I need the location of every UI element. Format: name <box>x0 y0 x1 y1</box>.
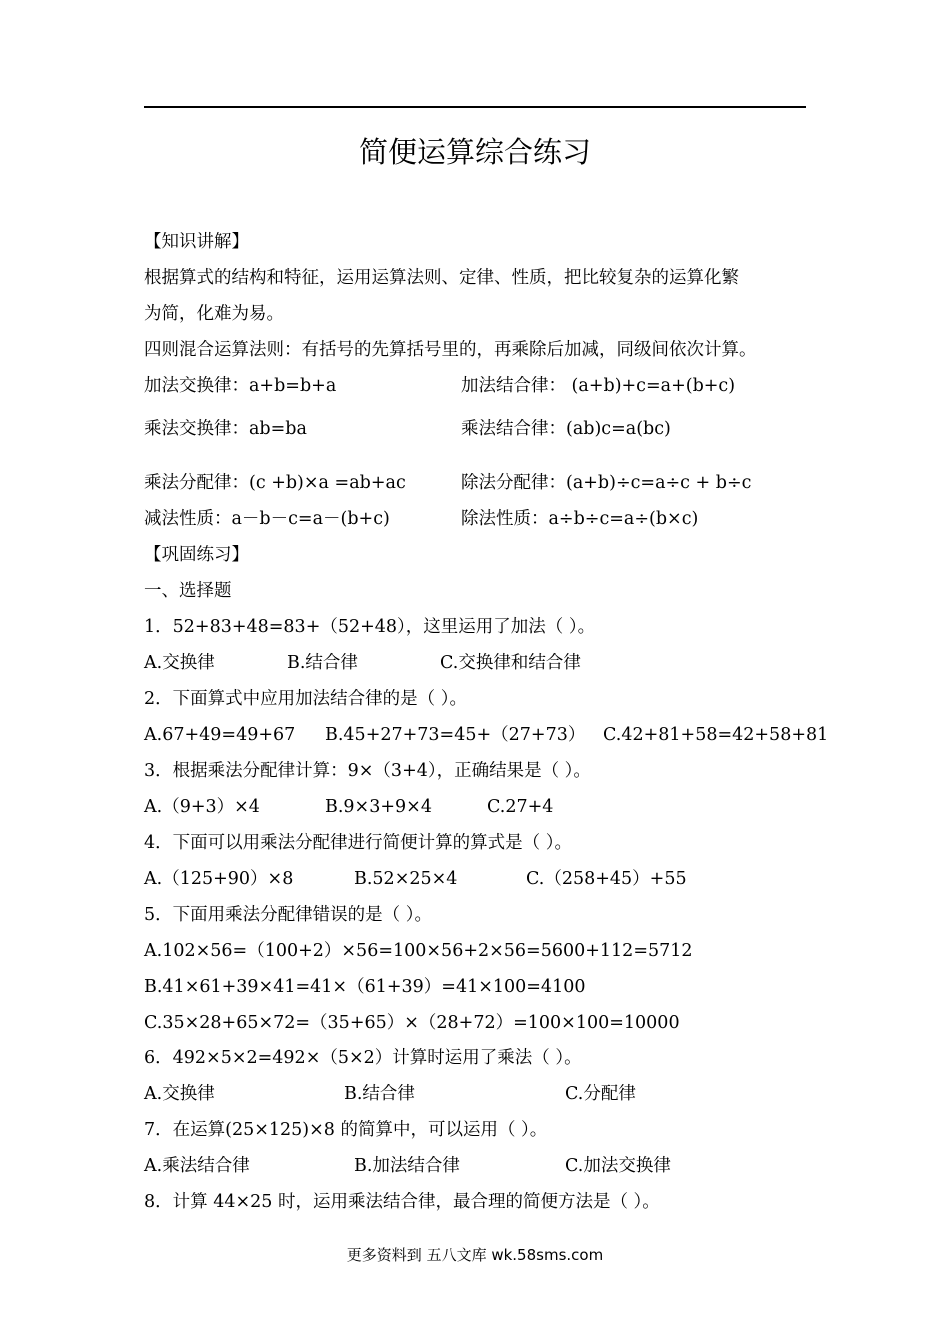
question-7: 7．在运算(25×125)×8 的简算中，可以运用（ ）。 <box>144 1120 548 1140</box>
question-1-option-a: A.交换律 <box>144 653 215 673</box>
header-rule <box>144 106 806 108</box>
practice-heading: 【巩固练习】 <box>144 545 249 565</box>
question-5: 5．下面用乘法分配律错误的是（ ）。 <box>144 905 432 925</box>
question-2: 2．下面算式中应用加法结合律的是（ ）。 <box>144 689 467 709</box>
law-mul-distributive: 乘法分配律：(c +b)×a =ab+ac <box>144 473 406 493</box>
question-5-option-c: C.35×28+65×72=（35+65）×（28+72）=100×100=10000 <box>144 1013 680 1033</box>
knowledge-heading: 【知识讲解】 <box>144 232 249 252</box>
law-div-property: 除法性质：a÷b÷c=a÷(b×c) <box>461 509 699 529</box>
section-heading: 一、选择题 <box>144 581 232 601</box>
law-div-distributive: 除法分配律：(a+b)÷c=a÷c + b÷c <box>461 473 752 493</box>
question-2-option-c: C.42+81+58=42+58+81 <box>603 725 829 745</box>
law-add-associative: 加法结合律： (a+b)+c=a+(b+c) <box>461 376 736 396</box>
law-mul-associative: 乘法结合律：(ab)c=a(bc) <box>461 419 671 439</box>
order-of-operations-rule: 四则混合运算法则：有括号的先算括号里的，再乘除后加减，同级间依次计算。 <box>144 340 757 360</box>
page-title: 简便运算综合练习 <box>358 135 591 169</box>
question-1-option-c: C.交换律和结合律 <box>440 653 581 673</box>
question-4: 4．下面可以用乘法分配律进行简便计算的算式是（ ）。 <box>144 833 572 853</box>
question-3-option-b: B.9×3+9×4 <box>325 797 432 817</box>
knowledge-intro-line-1: 根据算式的结构和特征，运用运算法则、定律、性质，把比较复杂的运算化繁 <box>144 268 739 288</box>
law-sub-property: 减法性质：a－b－c=a－(b+c) <box>144 509 390 529</box>
question-4-option-a: A.（125+90）×8 <box>144 869 294 889</box>
question-4-option-c: C.（258+45）+55 <box>526 869 687 889</box>
question-5-option-a: A.102×56=（100+2）×56=100×56+2×56=5600+112=5712 <box>144 941 693 961</box>
question-2-option-a: A.67+49=49+67 <box>144 725 296 745</box>
question-7-option-b: B.加法结合律 <box>354 1156 460 1176</box>
knowledge-intro-line-2: 为简，化难为易。 <box>144 304 284 324</box>
question-3-option-c: C.27+4 <box>487 797 554 817</box>
question-8: 8．计算 44×25 时，运用乘法结合律，最合理的简便方法是（ ）。 <box>144 1192 660 1212</box>
question-6: 6．492×5×2=492×（5×2）计算时运用了乘法（ ）。 <box>144 1048 582 1068</box>
question-6-option-a: A.交换律 <box>144 1084 215 1104</box>
question-4-option-b: B.52×25×4 <box>354 869 458 889</box>
question-6-option-c: C.分配律 <box>565 1084 636 1104</box>
question-5-option-b: B.41×61+39×41=41×（61+39）=41×100=4100 <box>144 977 586 997</box>
law-add-commutative: 加法交换律：a+b=b+a <box>144 376 337 396</box>
question-6-option-b: B.结合律 <box>344 1084 415 1104</box>
question-7-option-c: C.加法交换律 <box>565 1156 671 1176</box>
question-1: 1．52+83+48=83+（52+48），这里运用了加法（ ）。 <box>144 617 596 637</box>
law-mul-commutative: 乘法交换律：ab=ba <box>144 419 307 439</box>
question-3-option-a: A.（9+3）×4 <box>144 797 260 817</box>
footer-source-note: 更多资料到 五八文库 wk.58sms.com <box>346 1246 604 1264</box>
question-7-option-a: A.乘法结合律 <box>144 1156 250 1176</box>
question-3: 3．根据乘法分配律计算：9×（3+4），正确结果是（ ）。 <box>144 761 591 781</box>
question-1-option-b: B.结合律 <box>287 653 358 673</box>
question-2-option-b: B.45+27+73=45+（27+73） <box>325 725 586 745</box>
